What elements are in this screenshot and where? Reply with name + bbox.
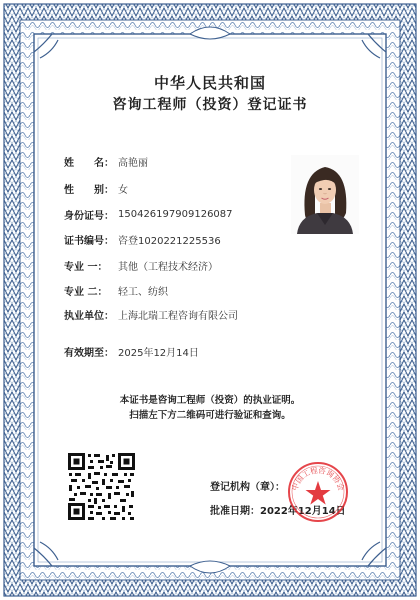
field-specialty-one-label: 专业 一： xyxy=(64,261,108,273)
approval-date-label: 批准日期： xyxy=(210,506,260,517)
field-gender-label: 性 别： xyxy=(64,184,114,196)
field-id-number-value: 150426197909126087 xyxy=(118,208,233,220)
seal-text: 中国工程咨询协会 xyxy=(290,465,346,492)
field-name-label: 姓 名： xyxy=(64,157,114,169)
field-id-number-label: 身份证号： xyxy=(64,210,114,222)
field-id-number xyxy=(64,205,233,223)
field-employer-label: 执业单位： xyxy=(64,310,114,322)
approval-date-value: 2022年12月14日 xyxy=(260,506,346,517)
official-seal-icon xyxy=(287,461,349,523)
field-certificate-number-value: 咨登1020221225536 xyxy=(118,235,221,247)
registration-authority-label: 登记机构（章）： xyxy=(210,482,285,493)
field-name-value: 高艳丽 xyxy=(118,157,148,169)
qr-code-icon[interactable] xyxy=(66,451,137,522)
certificate-title-country: 中华人民共和国 xyxy=(153,74,266,92)
notice-line-1: 本证书是咨询工程师（投资）的执业证明。 xyxy=(119,395,301,406)
qr-code-graphic xyxy=(66,451,137,522)
field-certificate-number xyxy=(64,230,221,248)
field-employer xyxy=(64,305,238,323)
field-valid-until xyxy=(64,342,199,360)
field-specialty-one xyxy=(64,256,218,274)
field-valid-until-label: 有效期至： xyxy=(64,347,114,359)
field-specialty-one-value: 其他（工程技术经济） xyxy=(118,261,218,273)
field-gender xyxy=(64,179,128,197)
field-specialty-two xyxy=(64,281,168,299)
field-certificate-number-label: 证书编号： xyxy=(64,235,114,247)
certificate-title: 咨询工程师（投资）登记证书 xyxy=(112,97,308,113)
field-employer-value: 上海北瑞工程咨询有限公司 xyxy=(118,310,238,322)
portrait-illustration xyxy=(291,155,359,234)
notice-line-2: 扫描左下方二维码可进行验证和查询。 xyxy=(129,410,291,421)
field-name xyxy=(64,152,148,170)
field-specialty-two-label: 专业 二： xyxy=(64,286,108,298)
field-gender-value: 女 xyxy=(118,184,128,196)
portrait-photo xyxy=(291,155,359,234)
field-specialty-two-value: 轻工、纺织 xyxy=(118,286,168,298)
field-valid-until-value: 2025年12月14日 xyxy=(118,347,199,359)
